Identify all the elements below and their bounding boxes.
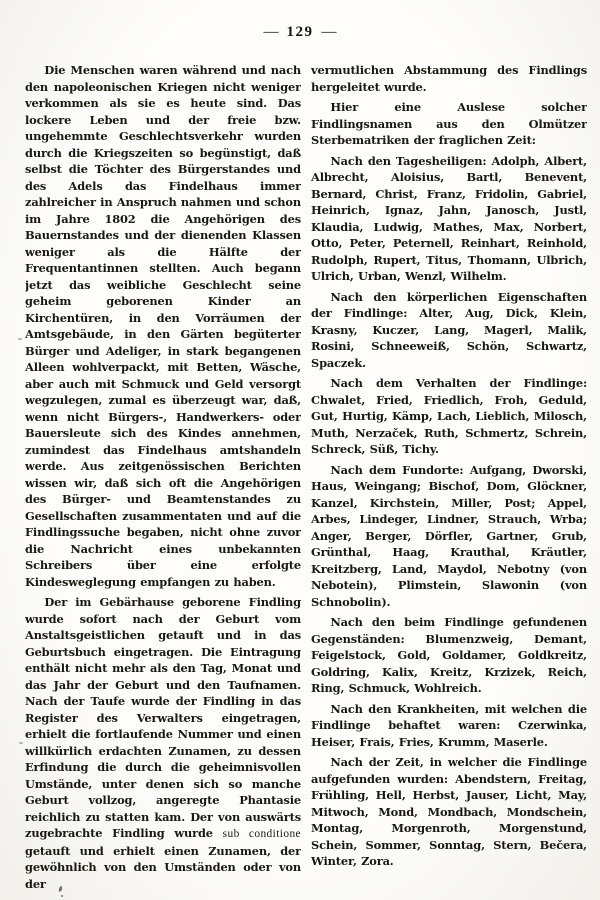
paragraph: [311, 289, 587, 372]
right-column: [311, 62, 587, 890]
paragraph: [311, 701, 587, 751]
paragraph: [311, 153, 587, 285]
page-number-header: [0, 24, 600, 41]
paragraph: [25, 62, 301, 590]
text-segment: Nach den körperlichen Eigenschaften der Findlinge: Alter, Aug, Dick, Klein, Krasny, Kuczer, Lang, Magerl, Malik, Rosini, Schneeweiß, Schön, Schwartz, Spaczek.: [311, 289, 587, 370]
text-segment: Nach dem Verhalten der Findlinge: Chwalet, Fried, Friedlich, Froh, Geduld, Gut, Hurtig, Kämp, Lach, Lieblich, Milosch, Muth, Nerzaček, Ruth, Schmertz, Schrein, Schreck, Süß, Tichy.: [311, 376, 587, 456]
paragraph: [311, 614, 587, 697]
paragraph: [311, 375, 587, 458]
text-segment: Nach dem Fundorte: Aufgang, Dworski, Haus, Weingang; Bischof, Dom, Glöckner, Kanzel, Kirchstein, Miller, Post; Appel, Arbes, Lindeger, Lindner, Strauch, Wrba; Anger, Berger, Dörfler, Gartner, Grub, Grünthal, Haag, Krauthal, Kräutler, Kreitzberg, Land, Maydol, Nebotny (von Nebotein), Plimstein, Slawonin (von Schnobolin).: [311, 462, 587, 609]
text-segment: Die Menschen waren während und nach den napoleonischen Kriegen nicht weniger verkommen als sie es heute sind. Das lockere Leben und der freie bzw. ungehemmte Geschlechtsverkehr wurden durch die Kriegszeiten so begünstigt, daß selbst die Töchter des Bürgerstandes und des Adels das Findelhaus immer zahlreicher in Anspruch nahmen und schon im Jahre 1802 die Angehörigen des Bauernstandes und der dienenden Klassen weniger als die Hälfte der Frequentantinnen stellten. Auch begann jetzt das weibliche Geschlecht seine geheim geborenen Kinder an Kirchentüren, in den Vorräumen der Amtsgebäude, in den Gärten begüterter Bürger und Adeliger, in stark begangenen Alleen wohlverpackt, mit Betten, Wäsche, aber auch mit Schmuck und Geld versorgt wegzulegen, zumal es überzeugt war, daß, wenn nicht Bürgers-, Handwerkers- oder Bauersleute sich des Kindes annehmen, zumindest das Findelhaus amtshandeln werde. Aus zeitgenössischen Berichten wissen wir, daß sich oft die Angehörigen des Bürger- und Beamtenstandes zu Gesellschaften zusammentaten und auf die Findlingssuche begaben, nicht ohne zuvor die Nachricht eines unbekannten Schreibers über eine erfolgte Kindesweglegung empfangen zu haben.: [25, 63, 301, 589]
left-column: [25, 62, 301, 890]
scan-speck: [18, 338, 22, 340]
page-number: 129: [286, 24, 314, 40]
header-dash-right: —: [321, 24, 337, 40]
text-segment: Nach den Krankheiten, mit welchen die Findlinge behaftet waren: Czerwinka, Heiser, Frais, Fries, Krumm, Maserle.: [311, 701, 587, 749]
text-segment: vermutlichen Abstammung des Findlings hergeleitet wurde.: [311, 63, 587, 94]
scan-speck: [19, 742, 23, 744]
scan-speck: [61, 895, 63, 897]
text-segment: getauft und erhielt einen Zunamen, der gewöhnlich von den Umständen oder von der: [25, 843, 301, 890]
header-dash-left: —: [263, 24, 279, 40]
text-segment: Der im Gebärhause geborene Findling wurde sofort nach der Geburt vom Anstaltsgeistlichen getauft und in das Geburtsbuch eingetragen. Die Eintragung enthält nicht mehr als den Tag, Monat und das Jahr der Geburt und den Taufnamen. Nach der Taufe wurde der Findling in das Register des Verwalters eingetragen, erhielt die fortlaufende Nummer und einen willkürlich erdachten Zunamen, zu dessen Erfindung die durch die geheimnisvollen Umstände, unter denen sich so manche Geburt vollzog, angeregte Phantasie reichlich zu statten kam. Der von auswärts zugebrachte Findling wurde: [25, 595, 301, 840]
paragraph: [311, 754, 587, 870]
text-segment: sub conditione: [222, 828, 301, 840]
text-columns: [25, 62, 588, 890]
text-segment: Nach den beim Findlinge gefundenen Gegenständen: Blumenzweig, Demant, Feigelstock, Gold, Goldamer, Goldkreitz, Goldring, Kalix, Kreitz, Krzizek, Reich, Ring, Schmuck, Wohlreich.: [311, 615, 587, 695]
text-segment: Nach den Tagesheiligen: Adolph, Albert, Albrecht, Aloisius, Bartl, Benevent, Bernard, Christ, Franz, Fridolin, Gabriel, Heinrich, Ignaz, Jahn, Janosch, Justl, Klaudia, Ludwig, Mathes, Max, Norbert, Otto, Peter, Peternell, Reinhart, Reinhold, Rudolph, Rupert, Titus, Thomann, Ulbrich, Ulrich, Urban, Wenzl, Wilhelm.: [311, 153, 587, 283]
paragraph: [311, 62, 587, 95]
paragraph: [311, 99, 587, 149]
paragraph: [25, 594, 301, 890]
paragraph: [311, 462, 587, 611]
text-segment: Hier eine Auslese solcher Findlingsnamen aus den Olmützer Sterbematriken der fraglichen Zeit:: [311, 100, 587, 147]
text-segment: Nach der Zeit, in welcher die Findlinge aufgefunden wurden: Abendstern, Freitag, Frühling, Hell, Herbst, Jauser, Licht, May, Mitwoch, Mond, Mondbach, Mondschein, Montag, Morgenroth, Morgenstund, Schein, Sommer, Sonntag, Stern, Bečera, Winter, Zora.: [311, 755, 587, 868]
